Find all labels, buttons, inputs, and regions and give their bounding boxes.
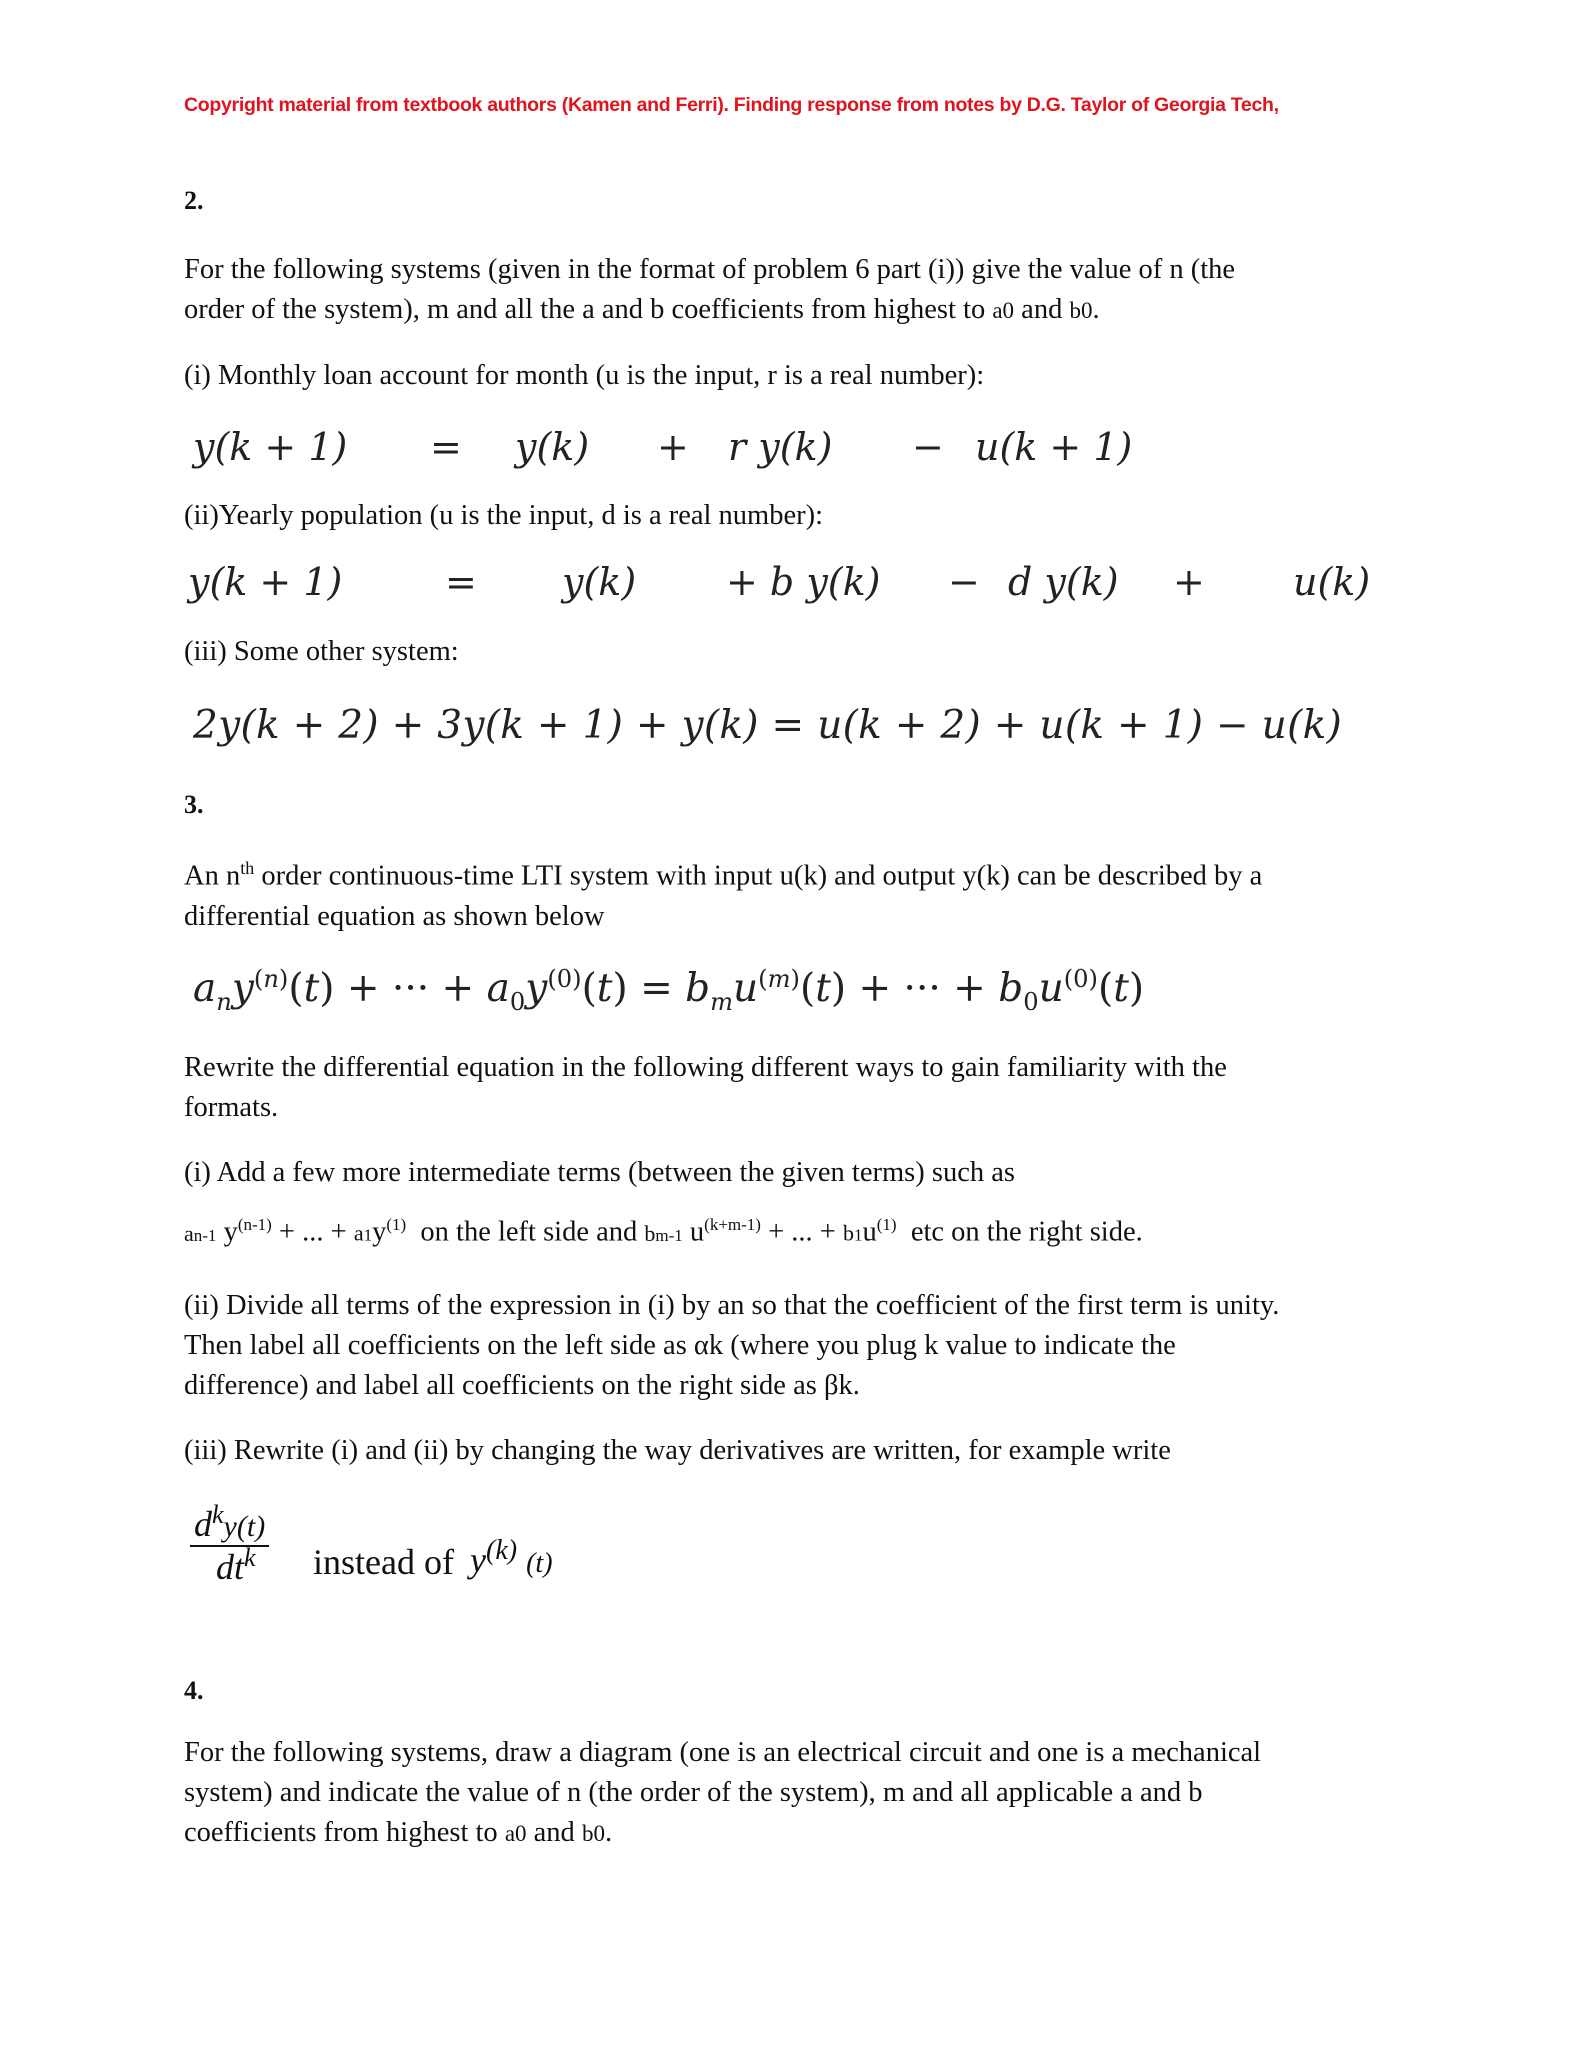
- eq2-term2: + b y(k): [726, 560, 881, 604]
- a0-label: a0: [504, 1821, 527, 1846]
- a0-label: a0: [992, 298, 1015, 323]
- eq2-lhs: y(k + 1): [188, 560, 343, 604]
- eq1-plus: +: [657, 425, 689, 469]
- problem-2-part-ii: (ii)Yearly population (u is the input, d is a real number):: [184, 500, 824, 531]
- intermediate-terms-line: an-1 $y^{(n-1)}$ + ... + $a1y^{(1)}$ on the left side and bm-1 $u^{(k+m-1)}$ + ... + $b1u^{(1)}$ etc on the right side.: [184, 1215, 1143, 1248]
- problem-3-intro-line2: differential equation as shown below: [184, 900, 605, 932]
- equation-other-system: 2y(k + 2) + 3y(k + 1) + y(k) = u(k + 2) + u(k + 1) − u(k): [193, 703, 1343, 748]
- eq1-equals: =: [430, 425, 462, 469]
- problem-4-line3: coefficients from highest to a0 and b0.: [184, 1817, 613, 1848]
- rewrite-line1: Rewrite the differential equation in the following different ways to gain familiarity with the: [184, 1052, 1227, 1083]
- problem-2-intro: [184, 250, 1384, 331]
- problem-4-line1: For the following systems, draw a diagram (one is an electrical circuit and one is a mechanical: [184, 1737, 1262, 1768]
- terms-end: etc on the right side.: [910, 1216, 1143, 1248]
- eq2-plus: +: [1173, 560, 1205, 604]
- eq2-minus: −: [948, 560, 980, 604]
- eq2-term4: u(k): [1293, 560, 1371, 604]
- eq1-term2: r y(k): [728, 425, 833, 469]
- eq2-term1: y(k): [562, 560, 637, 604]
- rewrite-instructions: [184, 1048, 1384, 1128]
- part-ii-line3: difference) and label all coefficients on the right side as βk.: [184, 1370, 860, 1401]
- problem-4-number: 4.: [184, 1676, 204, 1705]
- problem-3-intro: [184, 848, 1384, 937]
- fraction-numerator: $d^ky(t)$: [190, 1500, 269, 1547]
- fraction-denominator: $dt^k$: [216, 1543, 256, 1587]
- problem-3-part-i: (i) Add a few more intermediate terms (between the given terms) such as: [184, 1157, 1015, 1188]
- problem-4-line2: system) and indicate the value of n (the order of the system), m and all applicable a and b: [184, 1777, 1203, 1808]
- eq2-equals: =: [445, 560, 477, 604]
- problem-3-intro-line1: An $n^{th}$ order continuous-time LTI system with input u(k) and output y(k) can be described by a: [184, 858, 1263, 892]
- eq1-term1: y(k): [515, 425, 590, 469]
- problem-4-text: [184, 1733, 1384, 1854]
- b0-label: b0: [581, 1821, 605, 1846]
- problem-3-number: 3.: [184, 790, 204, 819]
- problem-2-intro-line2: order of the system), m and all the a and b coefficients from highest to a0 and b0.: [184, 294, 1100, 325]
- problem-3-part-iii: (iii) Rewrite (i) and (ii) by changing the way derivatives are written, for example write: [184, 1435, 1171, 1466]
- differential-equation: $a_ny^{(n)}(t)$ + ··· + $a_0y^{(0)}(t) = b_mu^{(m)}(t)$ + ··· + $b_0u^{(0)}(t)$: [193, 965, 1145, 1016]
- derivative-notation: $y^{(k)}$ (t): [470, 1535, 553, 1580]
- problem-2-number: 2.: [184, 186, 204, 215]
- problem-2-intro-line1: For the following systems (given in the format of problem 6 part (i)) give the value of n (the: [184, 254, 1236, 285]
- copyright-notice: Copyright material from textbook authors (Kamen and Ferri). Finding response from notes by D.G. Taylor of Georgia Tech,: [184, 94, 1279, 116]
- rewrite-line2: formats.: [184, 1092, 279, 1123]
- part-ii-line1: (ii) Divide all terms of the expression in (i) by an so that the coefficient of the first term is unity.: [184, 1290, 1280, 1321]
- derivative-fraction: [190, 1500, 300, 1588]
- problem-2-part-i: (i) Monthly loan account for month (u is the input, r is a real number):: [184, 360, 985, 391]
- part-ii-line2: Then label all coefficients on the left side as αk (where you plug k value to indicate the: [184, 1330, 1176, 1361]
- eq1-minus: −: [912, 425, 944, 469]
- b0-label: b0: [1069, 298, 1093, 323]
- eq2-term3: d y(k): [1008, 560, 1119, 604]
- instead-of-text: instead of: [313, 1542, 454, 1582]
- eq1-term3: u(k + 1): [975, 425, 1133, 469]
- eq1-lhs: y(k + 1): [193, 425, 348, 469]
- problem-2-part-iii: (iii) Some other system:: [184, 636, 459, 667]
- terms-text: on the left side and: [420, 1216, 638, 1248]
- problem-3-part-ii: [184, 1286, 1384, 1406]
